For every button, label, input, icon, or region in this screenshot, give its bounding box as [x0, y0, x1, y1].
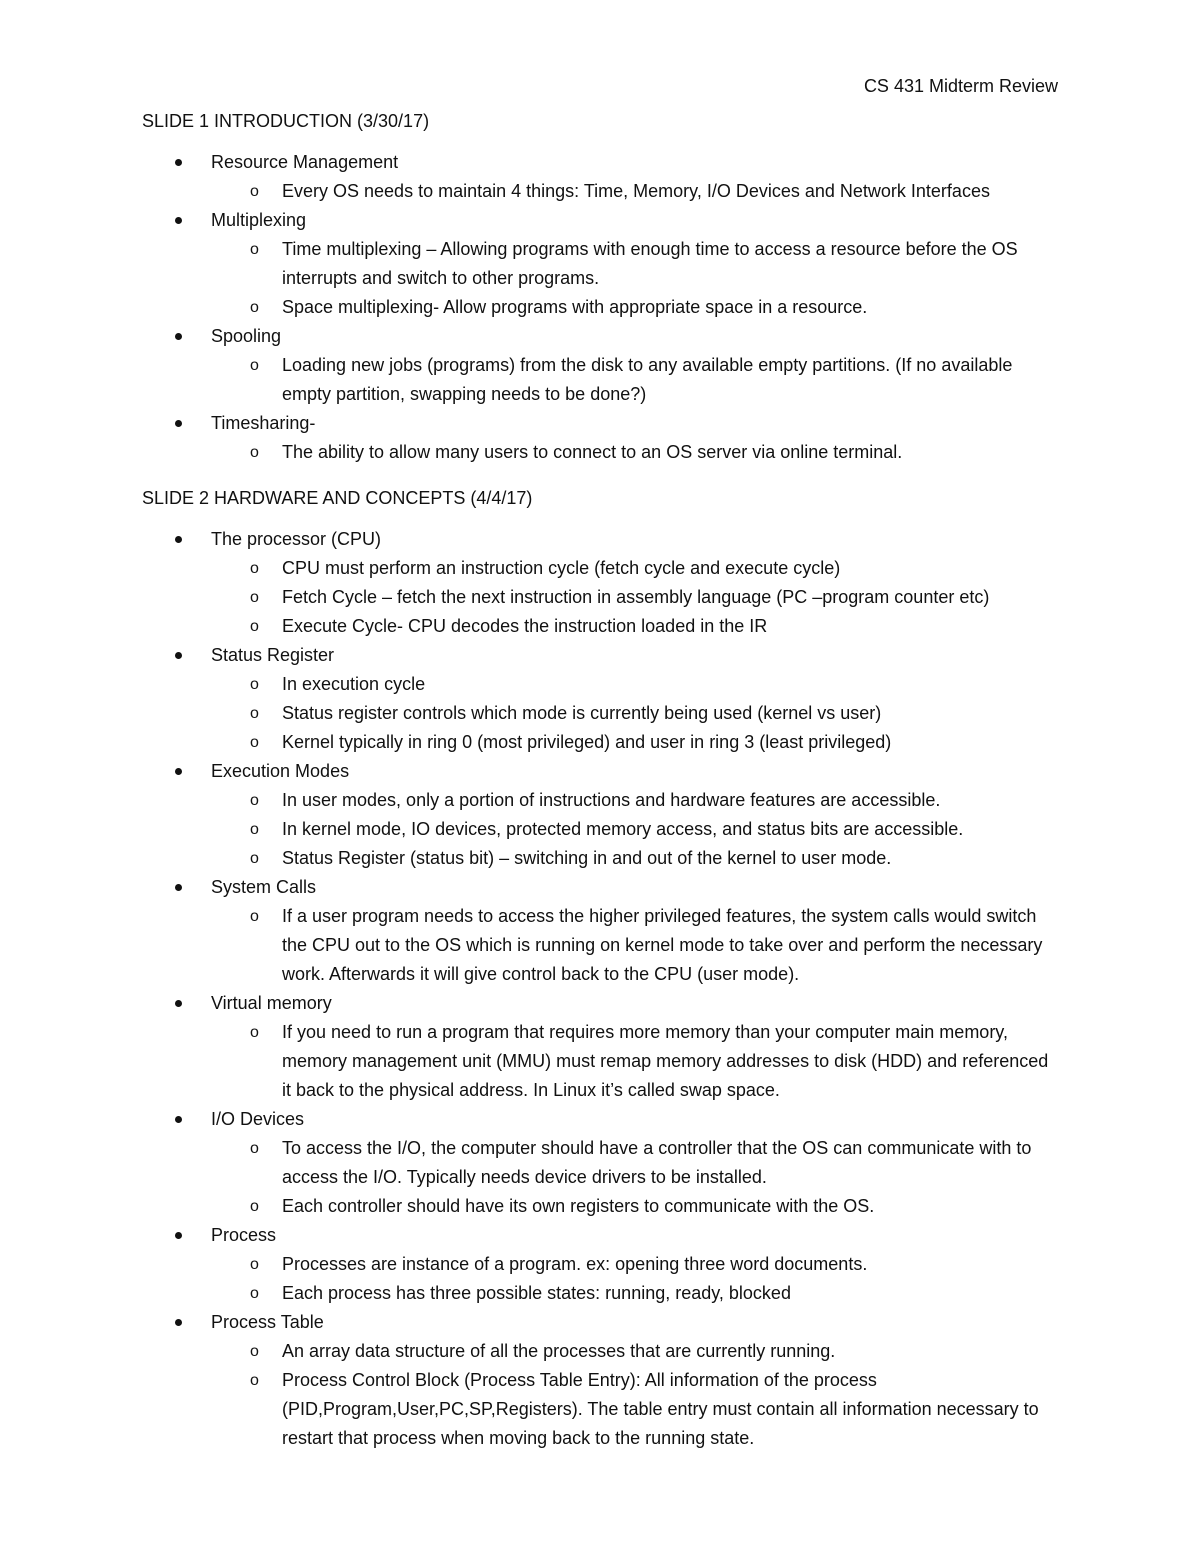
sub-bullet-list — [211, 177, 1062, 206]
sub-bullet-item: o Status Register (status bit) – switching in and out of the kernel to user mode. — [142, 844, 1062, 873]
bullet-item — [142, 322, 1062, 409]
sub-bullet-list — [211, 1134, 1062, 1221]
sub-bullet-item: o Time multiplexing – Allowing programs with enough time to access a resource before the OS interrupts and switch to other programs. — [142, 235, 1062, 293]
sub-bullet-item: o Execute Cycle- CPU decodes the instruction loaded in the IR — [142, 612, 1062, 641]
bullet-label: Execution Modes — [211, 761, 350, 781]
sub-bullet-list — [211, 235, 1062, 322]
section-heading: SLIDE 1 INTRODUCTION (3/30/17) — [142, 111, 430, 131]
bullet-label: Spooling — [211, 326, 282, 346]
sub-bullet-item: o Each controller should have its own registers to communicate with the OS. — [142, 1192, 1062, 1221]
bullet-list — [142, 148, 1062, 467]
sub-bullet-item: o Processes are instance of a program. ex: opening three word documents. — [142, 1250, 1062, 1279]
sub-bullet-item: o Loading new jobs (programs) from the disk to any available empty partitions. (If no available empty partition, swapping needs to be done?) — [142, 351, 1062, 409]
bullet-item — [142, 409, 1062, 467]
document-body — [142, 108, 1062, 1471]
sub-bullet-item: o The ability to allow many users to connect to an OS server via online terminal. — [142, 438, 1062, 467]
bullet-label: Resource Management — [211, 152, 399, 172]
bullet-label: Status Register — [211, 645, 335, 665]
sub-bullet-item: o Status register controls which mode is currently being used (kernel vs user) — [142, 699, 1062, 728]
bullet-label: Process — [211, 1225, 277, 1245]
sub-bullet-list — [211, 351, 1062, 409]
bullet-item — [142, 1308, 1062, 1453]
document-title: CS 431 Midterm Review — [863, 76, 1058, 96]
bullet-item — [142, 873, 1062, 989]
sub-bullet-item: o In user modes, only a portion of instructions and hardware features are accessible. — [142, 786, 1062, 815]
sub-bullet-list — [211, 902, 1062, 989]
sub-bullet-item: o An array data structure of all the processes that are currently running. — [142, 1337, 1062, 1366]
bullet-label: The processor (CPU) — [211, 529, 382, 549]
sub-bullet-item: o Every OS needs to maintain 4 things: Time, Memory, I/O Devices and Network Interfaces — [142, 177, 1062, 206]
bullet-item — [142, 757, 1062, 873]
bullet-label: Timesharing- — [211, 413, 316, 433]
sub-bullet-item: o In kernel mode, IO devices, protected memory access, and status bits are accessible. — [142, 815, 1062, 844]
sub-bullet-item: o In execution cycle — [142, 670, 1062, 699]
bullet-label: I/O Devices — [211, 1109, 305, 1129]
bullet-item — [142, 641, 1062, 757]
section — [142, 108, 1062, 467]
sub-bullet-list — [211, 438, 1062, 467]
sub-bullet-item: o Space multiplexing- Allow programs with appropriate space in a resource. — [142, 293, 1062, 322]
sub-bullet-item: o If a user program needs to access the higher privileged features, the system calls would switch the CPU out to the OS which is running on kernel mode to take over and perform the necessary work. Afterwards it will give control back to the CPU (user mode). — [142, 902, 1062, 989]
sub-bullet-list — [211, 1337, 1062, 1453]
section-heading: SLIDE 2 HARDWARE AND CONCEPTS (4/4/17) — [142, 488, 533, 508]
bullet-item — [142, 1221, 1062, 1308]
sub-bullet-list — [211, 1250, 1062, 1308]
sub-bullet-item: o Each process has three possible states: running, ready, blocked — [142, 1279, 1062, 1308]
sub-bullet-item: o Kernel typically in ring 0 (most privileged) and user in ring 3 (least privileged) — [142, 728, 1062, 757]
bullet-list — [142, 525, 1062, 1453]
bullet-item — [142, 148, 1062, 206]
sub-bullet-list — [211, 670, 1062, 757]
sub-bullet-item: o If you need to run a program that requires more memory than your computer main memory, memory management unit (MMU) must remap memory addresses to disk (HDD) and referenced it back to the physical address. In Linux it’s called swap space. — [142, 1018, 1062, 1105]
bullet-item — [142, 525, 1062, 641]
sub-bullet-item: o Fetch Cycle – fetch the next instruction in assembly language (PC –program counter etc) — [142, 583, 1062, 612]
sub-bullet-list — [211, 786, 1062, 873]
bullet-item — [142, 206, 1062, 322]
sub-bullet-item: o To access the I/O, the computer should have a controller that the OS can communicate with to access the I/O. Typically needs device drivers to be installed. — [142, 1134, 1062, 1192]
bullet-item — [142, 989, 1062, 1105]
section — [142, 485, 1062, 1453]
sub-bullet-list — [211, 554, 1062, 641]
sub-bullet-list — [211, 1018, 1062, 1105]
bullet-label: System Calls — [211, 877, 317, 897]
bullet-label: Multiplexing — [211, 210, 307, 230]
bullet-item — [142, 1105, 1062, 1221]
sub-bullet-item: o CPU must perform an instruction cycle (fetch cycle and execute cycle) — [142, 554, 1062, 583]
bullet-label: Virtual memory — [211, 993, 332, 1013]
bullet-label: Process Table — [211, 1312, 324, 1332]
sub-bullet-item: o Process Control Block (Process Table Entry): All information of the process (PID,Program,User,PC,SP,Registers). The table entry must contain all information necessary to restart that process when moving back to the running state. — [142, 1366, 1062, 1453]
